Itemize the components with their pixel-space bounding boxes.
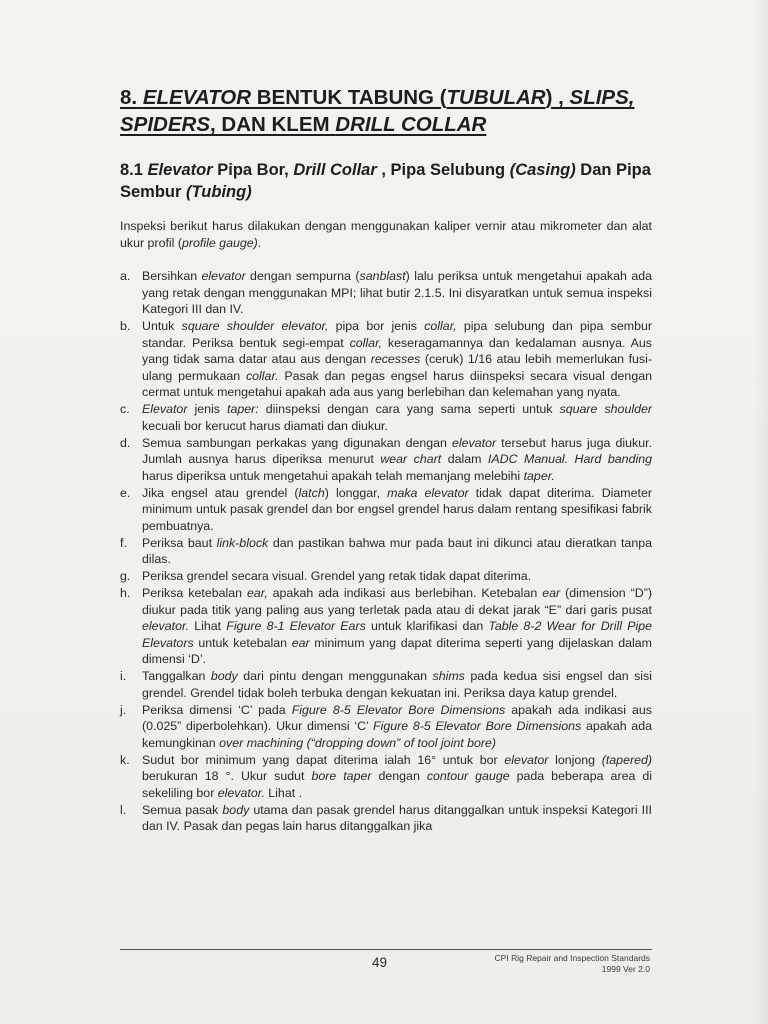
section-heading: 8. ELEVATOR BENTUK TABUNG (TUBULAR) , SLIPS, SPIDERS, DAN KLEM DRILL COLLAR <box>120 86 635 136</box>
footer-reference <box>495 953 650 975</box>
list-item-h: h. Periksa ketebalan ear, apakah ada indikasi aus berlebihan. Ketebalan ear (dimension “D”) diukur pada titik yang paling aus yang terletak pada atau di dekat jarak “E” dari garis pusat elevator. Lihat Figure 8-1 Elevator Ears untuk klarifikasi dan Table 8-2 Wear for Drill Pipe Elevators untuk ketebalan ear minimum yang dapat diterima seperti yang dijelaskan dalam dimensi ‘D’. <box>120 586 652 666</box>
list-marker: b. <box>120 319 131 333</box>
list-item-b: b. Untuk square shoulder elevator, pipa bor jenis collar, pipa selubung dan pipa sembur standar. Periksa bentuk segi-empat collar, keseragamannya dan kedalaman ausnya. Aus yang tidak sama datar atau aus dengan recesses (ceruk) 1/16 atau lebih memerlukan fusi-ulang permukaan collar. Pasak dan pegas engsel harus diinspeksi secara visual dengan cermat untuk mengetahui apakah ada aus yang berlebihan dan kelemahan yang nyata. <box>120 319 652 399</box>
footer-divider <box>120 949 652 950</box>
list-marker: k. <box>120 752 130 767</box>
list-item-a: a. Bersihkan elevator dengan sempurna (sanblast) lalu periksa untuk mengetahui apakah ada yang retak dengan menggunakan MPI; lihat butir 2.1.5. Ini disyaratkan untuk semua inspeksi Kategori III dan IV. <box>120 269 652 316</box>
list-marker: h. <box>120 586 131 600</box>
list-item-g: g. Periksa grendel secara visual. Grendel yang retak tidak dapat diterima. <box>120 569 532 583</box>
list-marker: d. <box>120 435 131 450</box>
subsection-heading: 8.1 Elevator Pipa Bor, Drill Collar , Pipa Selubung (Casing) Dan Pipa Sembur (Tubing) <box>120 161 651 201</box>
list-item-k: k. Sudut bor minimum yang dapat diterima ialah 16° untuk bor elevator lonjong (tapered) berukuran 18 °. Ukur sudut bore taper dengan contour gauge pada beberapa area di sekeliling bor elevator. Lihat . <box>120 752 652 800</box>
list-item-e: e. Jika engsel atau grendel (latch) longgar, maka elevator tidak dapat diterima. Diameter minimum untuk pasak grendel dan bor engsel grendel harus dalam rentang spesifikasi fabrik pembuatnya. <box>120 485 652 533</box>
list-item-i: i. Tanggalkan body dari pintu dengan menggunakan shims pada kedua sisi engsel dan sisi grendel. Grendel tidak boleh terbuka dengan kekuatan ini. Periksa daya katup grendel. <box>120 669 652 700</box>
list-item-j: j. Periksa dimensi ‘C’ pada Figure 8-5 Elevator Bore Dimensions apakah ada indikasi aus (0.025” diperbolehkan). Ukur dimensi ‘C’ Figure 8-5 Elevator Bore Dimensions apakah ada kemungkinan over machining (“dropping down” of tool joint bore) <box>120 702 652 750</box>
list-marker: i. <box>120 669 127 683</box>
list-item-c: c. Elevator jenis taper: diinspeksi dengan cara yang sama seperti untuk square shoulder kecuali bor kerucut harus diamati dan diukur. <box>120 402 652 433</box>
list-marker: e. <box>120 485 131 500</box>
list-item-l: l. Semua pasak body utama dan pasak grendel harus ditanggalkan untuk inspeksi Kategori III dan IV. Pasak dan pegas lain harus ditanggalkan jika <box>120 802 652 833</box>
page-edge-shadow <box>754 0 768 1024</box>
footer-ref-title: CPI Rig Repair and Inspection Standards <box>494 953 650 963</box>
list-item-d: d. Semua sambungan perkakas yang digunakan dengan elevator tersebut harus juga diukur. Jumlah ausnya harus diperiksa menurut wear chart dalam IADC Manual. Hard banding harus diperiksa untuk mengetahui apakah telah memanjang melebihi taper. <box>120 435 652 483</box>
list-marker: l. <box>120 802 127 817</box>
inspection-list <box>120 268 652 835</box>
page-number: 49 <box>372 955 388 970</box>
list-marker: j. <box>120 702 127 717</box>
list-item-f: f. Periksa baut link-block dan pastikan bahwa mur pada baut ini dikunci atau dieratkan tanpa dilas. <box>120 535 652 566</box>
list-marker: c. <box>120 402 130 416</box>
intro-paragraph: Inspeksi berikut harus dilakukan dengan menggunakan kaliper vernir atau mikrometer dan alat ukur profil (profile gauge). <box>120 219 652 250</box>
list-marker: g. <box>120 569 131 583</box>
footer-ref-version: 1999 Ver 2.0 <box>601 964 650 974</box>
list-marker: a. <box>120 269 131 283</box>
list-marker: f. <box>120 535 127 550</box>
